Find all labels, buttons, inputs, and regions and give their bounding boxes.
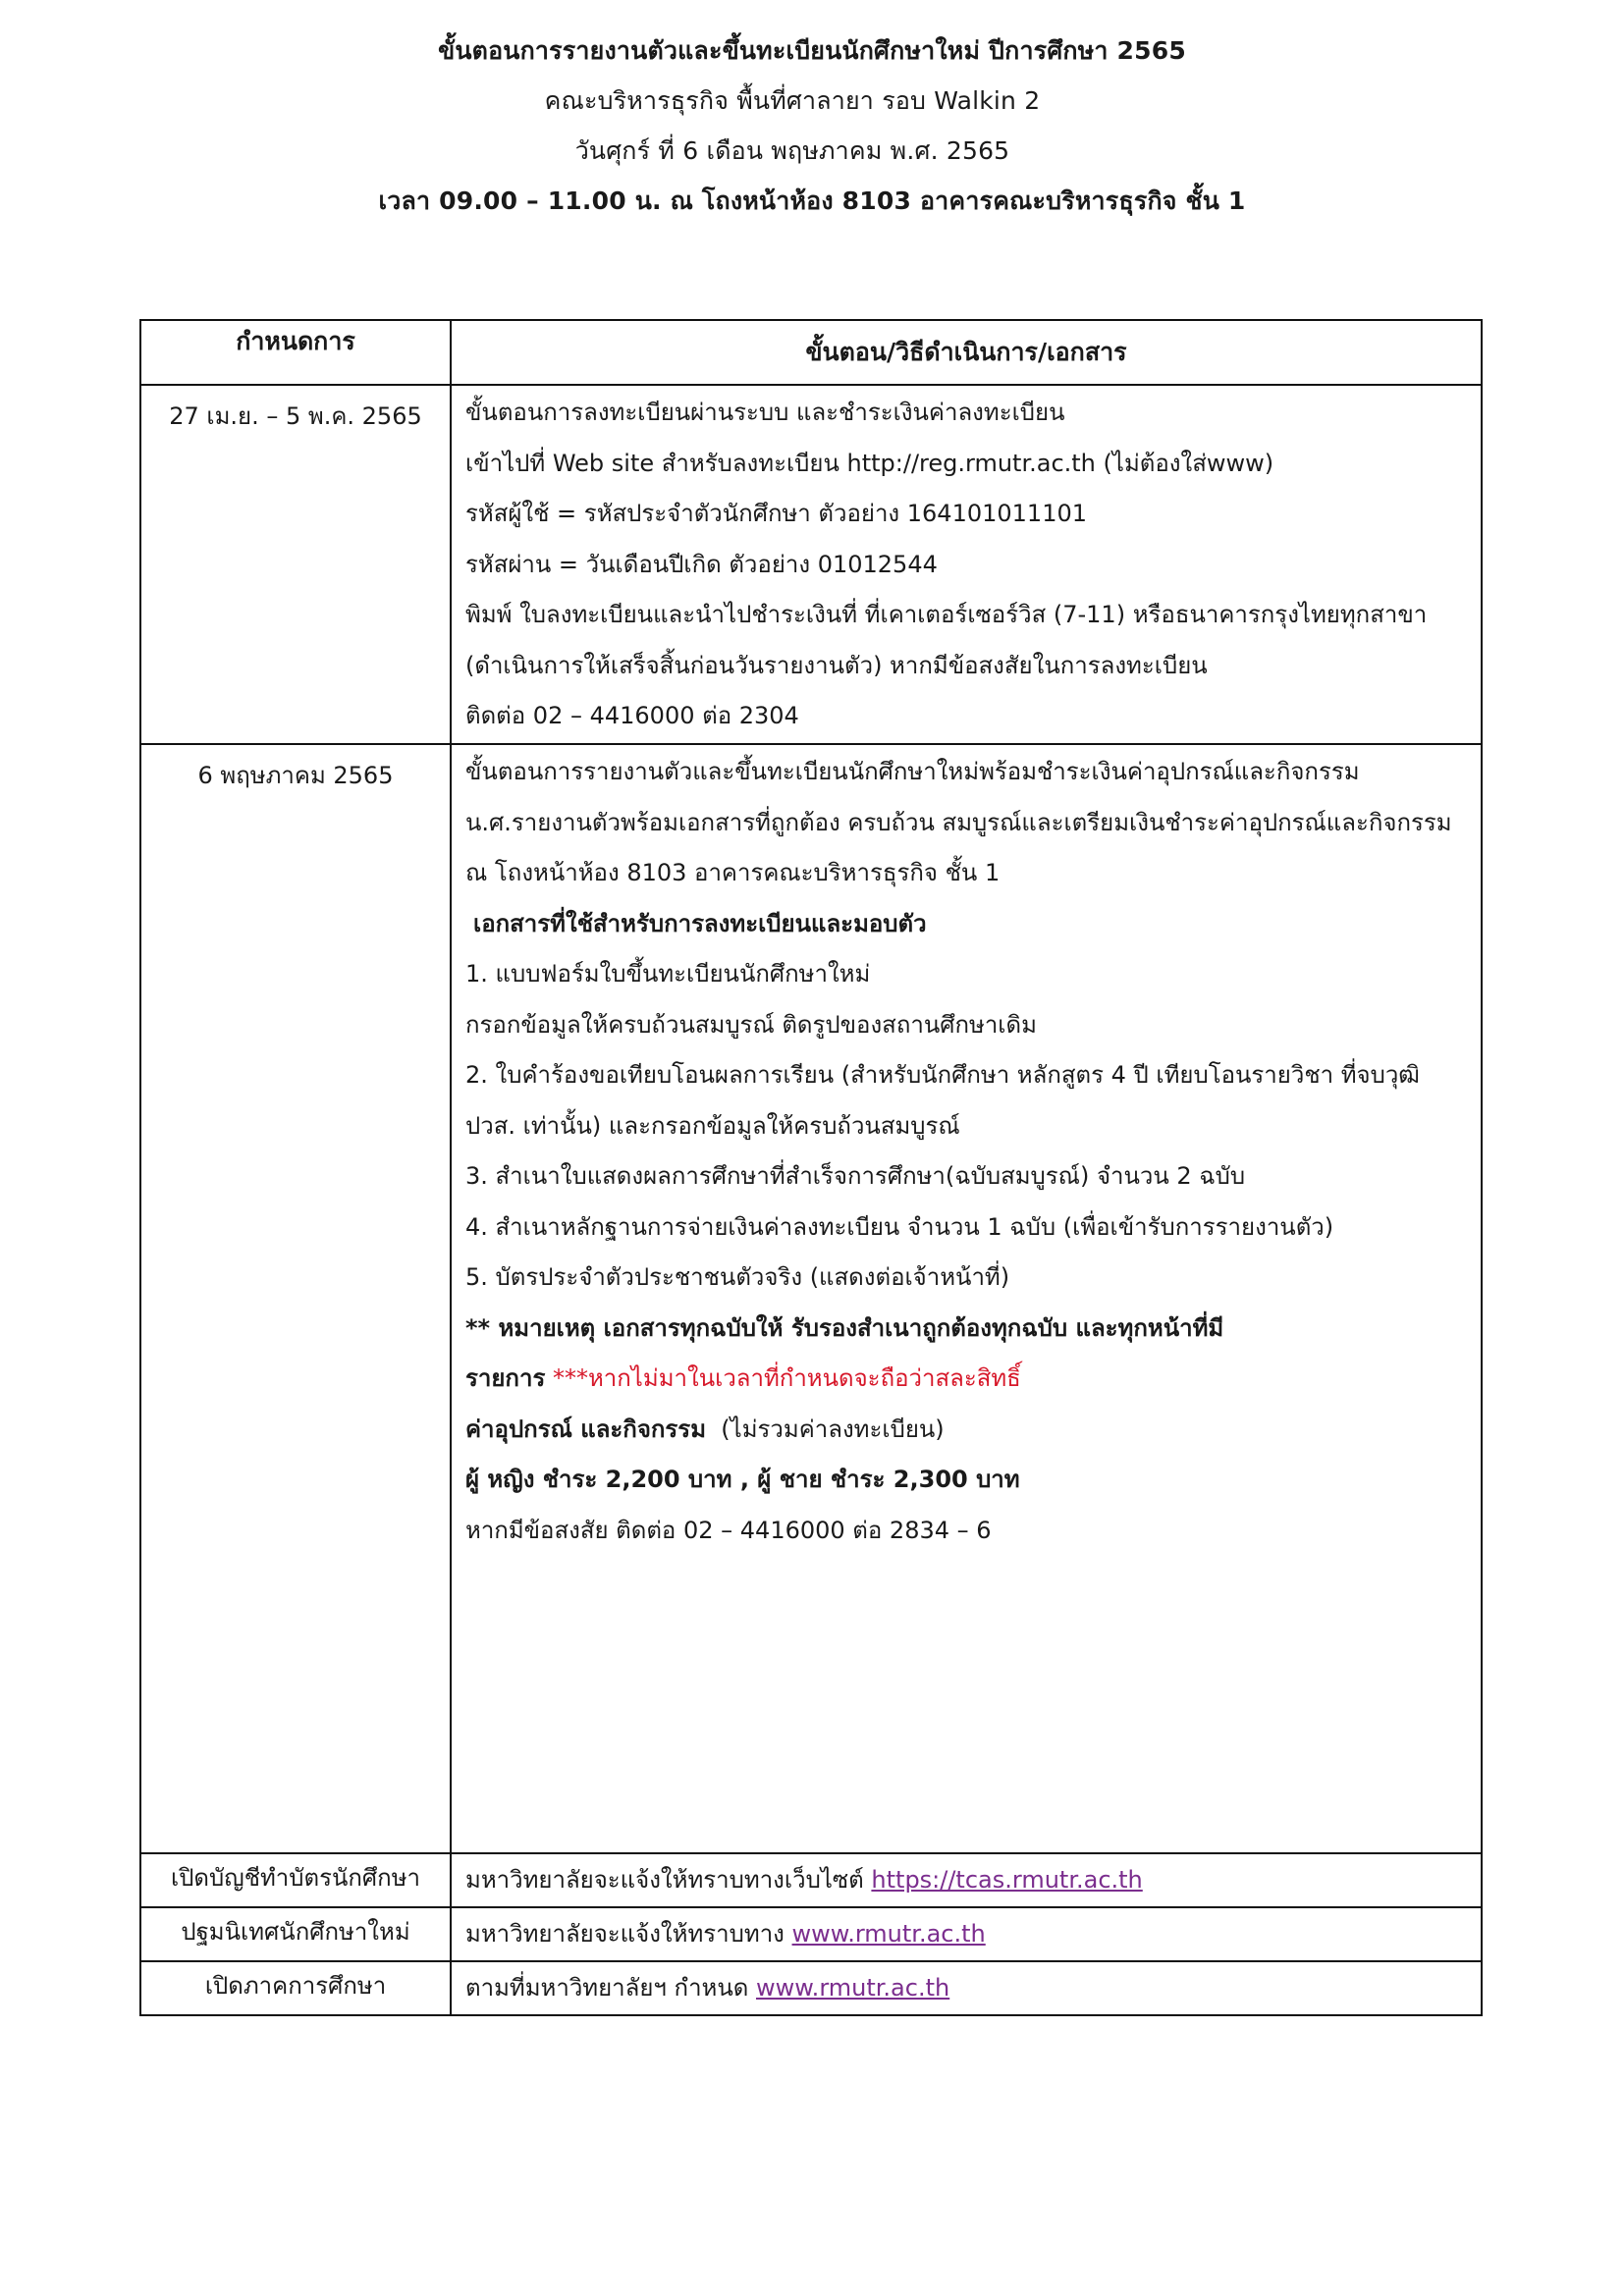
table-row-registration bbox=[140, 385, 1482, 744]
contact-line: หากมีข้อสงสัย ติดต่อ 02 – 4416000 ต่อ 2834 – 6 bbox=[465, 1516, 992, 1544]
list-item: ติดต่อ 02 – 4416000 ต่อ 2304 bbox=[465, 702, 799, 729]
list-item: (ดำเนินการให้เสร็จสิ้นก่อนวันรายงานตัว) หากมีข้อสงสัยในการลงทะเบียน bbox=[465, 651, 1208, 679]
list-item: กรอกข้อมูลให้ครบถ้วนสมบูรณ์ ติดรูปของสถานศึกษาเดิม bbox=[465, 1010, 1037, 1039]
schedule-table bbox=[139, 319, 1483, 2016]
list-item: ขั้นตอนการรายงานตัวและขึ้นทะเบียนนักศึกษาใหม่พร้อมชำระเงินค่าอุปกรณ์และกิจกรรม bbox=[465, 758, 1360, 785]
time-place-line: เวลา 09.00 – 11.00 น. ณ โถงหน้าห้อง 8103 อาคารคณะบริหารธุรกิจ ชั้น 1 bbox=[378, 187, 1246, 215]
warning-text: ***หากไม่มาในเวลาที่กำหนดจะถือว่าสละสิทธิ์ bbox=[552, 1364, 1021, 1392]
table-row-orientation bbox=[140, 1907, 1482, 1961]
row4-text: มหาวิทยาลัยจะแจ้งให้ทราบทาง bbox=[465, 1920, 785, 1948]
document-header bbox=[0, 26, 1624, 226]
table-row-semester-start bbox=[140, 1961, 1482, 2015]
row2-steps bbox=[451, 744, 1482, 1853]
list-item: 4. สำเนาหลักฐานการจ่ายเงินค่าลงทะเบียน จำนวน 1 ฉบับ (เพื่อเข้ารับการรายงานตัว) bbox=[465, 1212, 1334, 1241]
note-cont-text: รายการ bbox=[465, 1364, 546, 1392]
note-continuation bbox=[465, 1354, 1481, 1405]
list-item: เข้าไปที่ Web site สำหรับลงทะเบียน http://reg.rmutr.ac.th (ไม่ต้องใส่www) bbox=[465, 449, 1274, 477]
row4-label: ปฐมนิเทศนักศึกษาใหม่ bbox=[140, 1907, 451, 1961]
list-item: ณ โถงหน้าห้อง 8103 อาคารคณะบริหารธุรกิจ ชั้น 1 bbox=[465, 859, 1001, 886]
list-item: รหัสผู้ใช้ = รหัสประจำตัวนักศึกษา ตัวอย่าง 164101011101 bbox=[465, 500, 1087, 527]
list-item: ปวส. เท่านั้น) และกรอกข้อมูลให้ครบถ้วนสมบูรณ์ bbox=[465, 1111, 960, 1140]
row3-content bbox=[451, 1853, 1482, 1907]
note-line: ** หมายเหตุ เอกสารทุกฉบับให้ รับรองสำเนาถูกต้องทุกฉบับ และทุกหน้าที่มี bbox=[465, 1313, 1224, 1342]
row1-date: 27 เม.ย. – 5 พ.ค. 2565 bbox=[140, 385, 451, 744]
row5-label: เปิดภาคการศึกษา bbox=[140, 1961, 451, 2015]
list-item: 3. สำเนาใบแสดงผลการศึกษาที่สำเร็จการศึกษา(ฉบับสมบูรณ์) จำนวน 2 ฉบับ bbox=[465, 1162, 1246, 1190]
fee-note: (ไม่รวมค่าลงทะเบียน) bbox=[721, 1415, 945, 1443]
row5-content bbox=[451, 1961, 1482, 2015]
row5-text: ตามที่มหาวิทยาลัยฯ กำหนด bbox=[465, 1974, 749, 2002]
list-item: น.ศ.รายงานตัวพร้อมเอกสารที่ถูกต้อง ครบถ้วน สมบูรณ์และเตรียมเงินชำระค่าอุปกรณ์และกิจกรรม bbox=[465, 808, 1452, 836]
row3-label: เปิดบัญชีทำบัตรนักศึกษา bbox=[140, 1853, 451, 1907]
row2-date: 6 พฤษภาคม 2565 bbox=[140, 744, 451, 1853]
faculty-line: คณะบริหารธุรกิจ พื้นที่ศาลายา รอบ Walkin 2 bbox=[544, 86, 1041, 115]
date-line: วันศุกร์ ที่ 6 เดือน พฤษภาคม พ.ศ. 2565 bbox=[574, 136, 1010, 165]
tcas-link[interactable]: https://tcas.rmutr.ac.th bbox=[871, 1866, 1143, 1894]
rmutr-link-2[interactable]: www.rmutr.ac.th bbox=[756, 1974, 950, 2002]
fee-line bbox=[465, 1405, 1481, 1456]
document-title: ขั้นตอนการรายงานตัวและขึ้นทะเบียนนักศึกษาใหม่ ปีการศึกษา 2565 bbox=[438, 36, 1186, 65]
table-row-report bbox=[140, 744, 1482, 1853]
column-header-schedule: กำหนดการ bbox=[140, 320, 451, 385]
list-item: 5. บัตรประจำตัวประชาชนตัวจริง (แสดงต่อเจ้าหน้าที่) bbox=[465, 1263, 1010, 1291]
row1-steps bbox=[451, 385, 1482, 744]
table-row-student-card bbox=[140, 1853, 1482, 1907]
fee-amounts: ผู้ หญิง ชำระ 2,200 บาท , ผู้ ชาย ชำระ 2,300 บาท bbox=[465, 1466, 1020, 1493]
fee-label: ค่าอุปกรณ์ และกิจกรรม bbox=[465, 1415, 707, 1443]
list-item: ขั้นตอนการลงทะเบียนผ่านระบบ และชำระเงินค่าลงทะเบียน bbox=[465, 399, 1065, 426]
row3-text: มหาวิทยาลัยจะแจ้งให้ทราบทางเว็บไซต์ bbox=[465, 1866, 864, 1894]
table-header-row bbox=[140, 320, 1482, 385]
rmutr-link[interactable]: www.rmutr.ac.th bbox=[791, 1920, 986, 1948]
documents-heading: เอกสารที่ใช้สำหรับการลงทะเบียนและมอบตัว bbox=[473, 909, 927, 937]
list-item: 1. แบบฟอร์มใบขึ้นทะเบียนนักศึกษาใหม่ bbox=[465, 960, 871, 988]
list-item: รหัสผ่าน = วันเดือนปีเกิด ตัวอย่าง 01012544 bbox=[465, 550, 938, 578]
list-item: 2. ใบคำร้องขอเทียบโอนผลการเรียน (สำหรับนักศึกษา หลักสูตร 4 ปี เทียบโอนรายวิชา ที่จบวุฒิ bbox=[465, 1061, 1420, 1089]
list-item: พิมพ์ ใบลงทะเบียนและนำไปชำระเงินที่ ที่เคาเตอร์เซอร์วิส (7-11) หรือธนาคารกรุงไทยทุกสาขา bbox=[465, 601, 1428, 628]
column-header-steps: ขั้นตอน/วิธีดำเนินการ/เอกสาร bbox=[451, 320, 1482, 385]
row4-content bbox=[451, 1907, 1482, 1961]
